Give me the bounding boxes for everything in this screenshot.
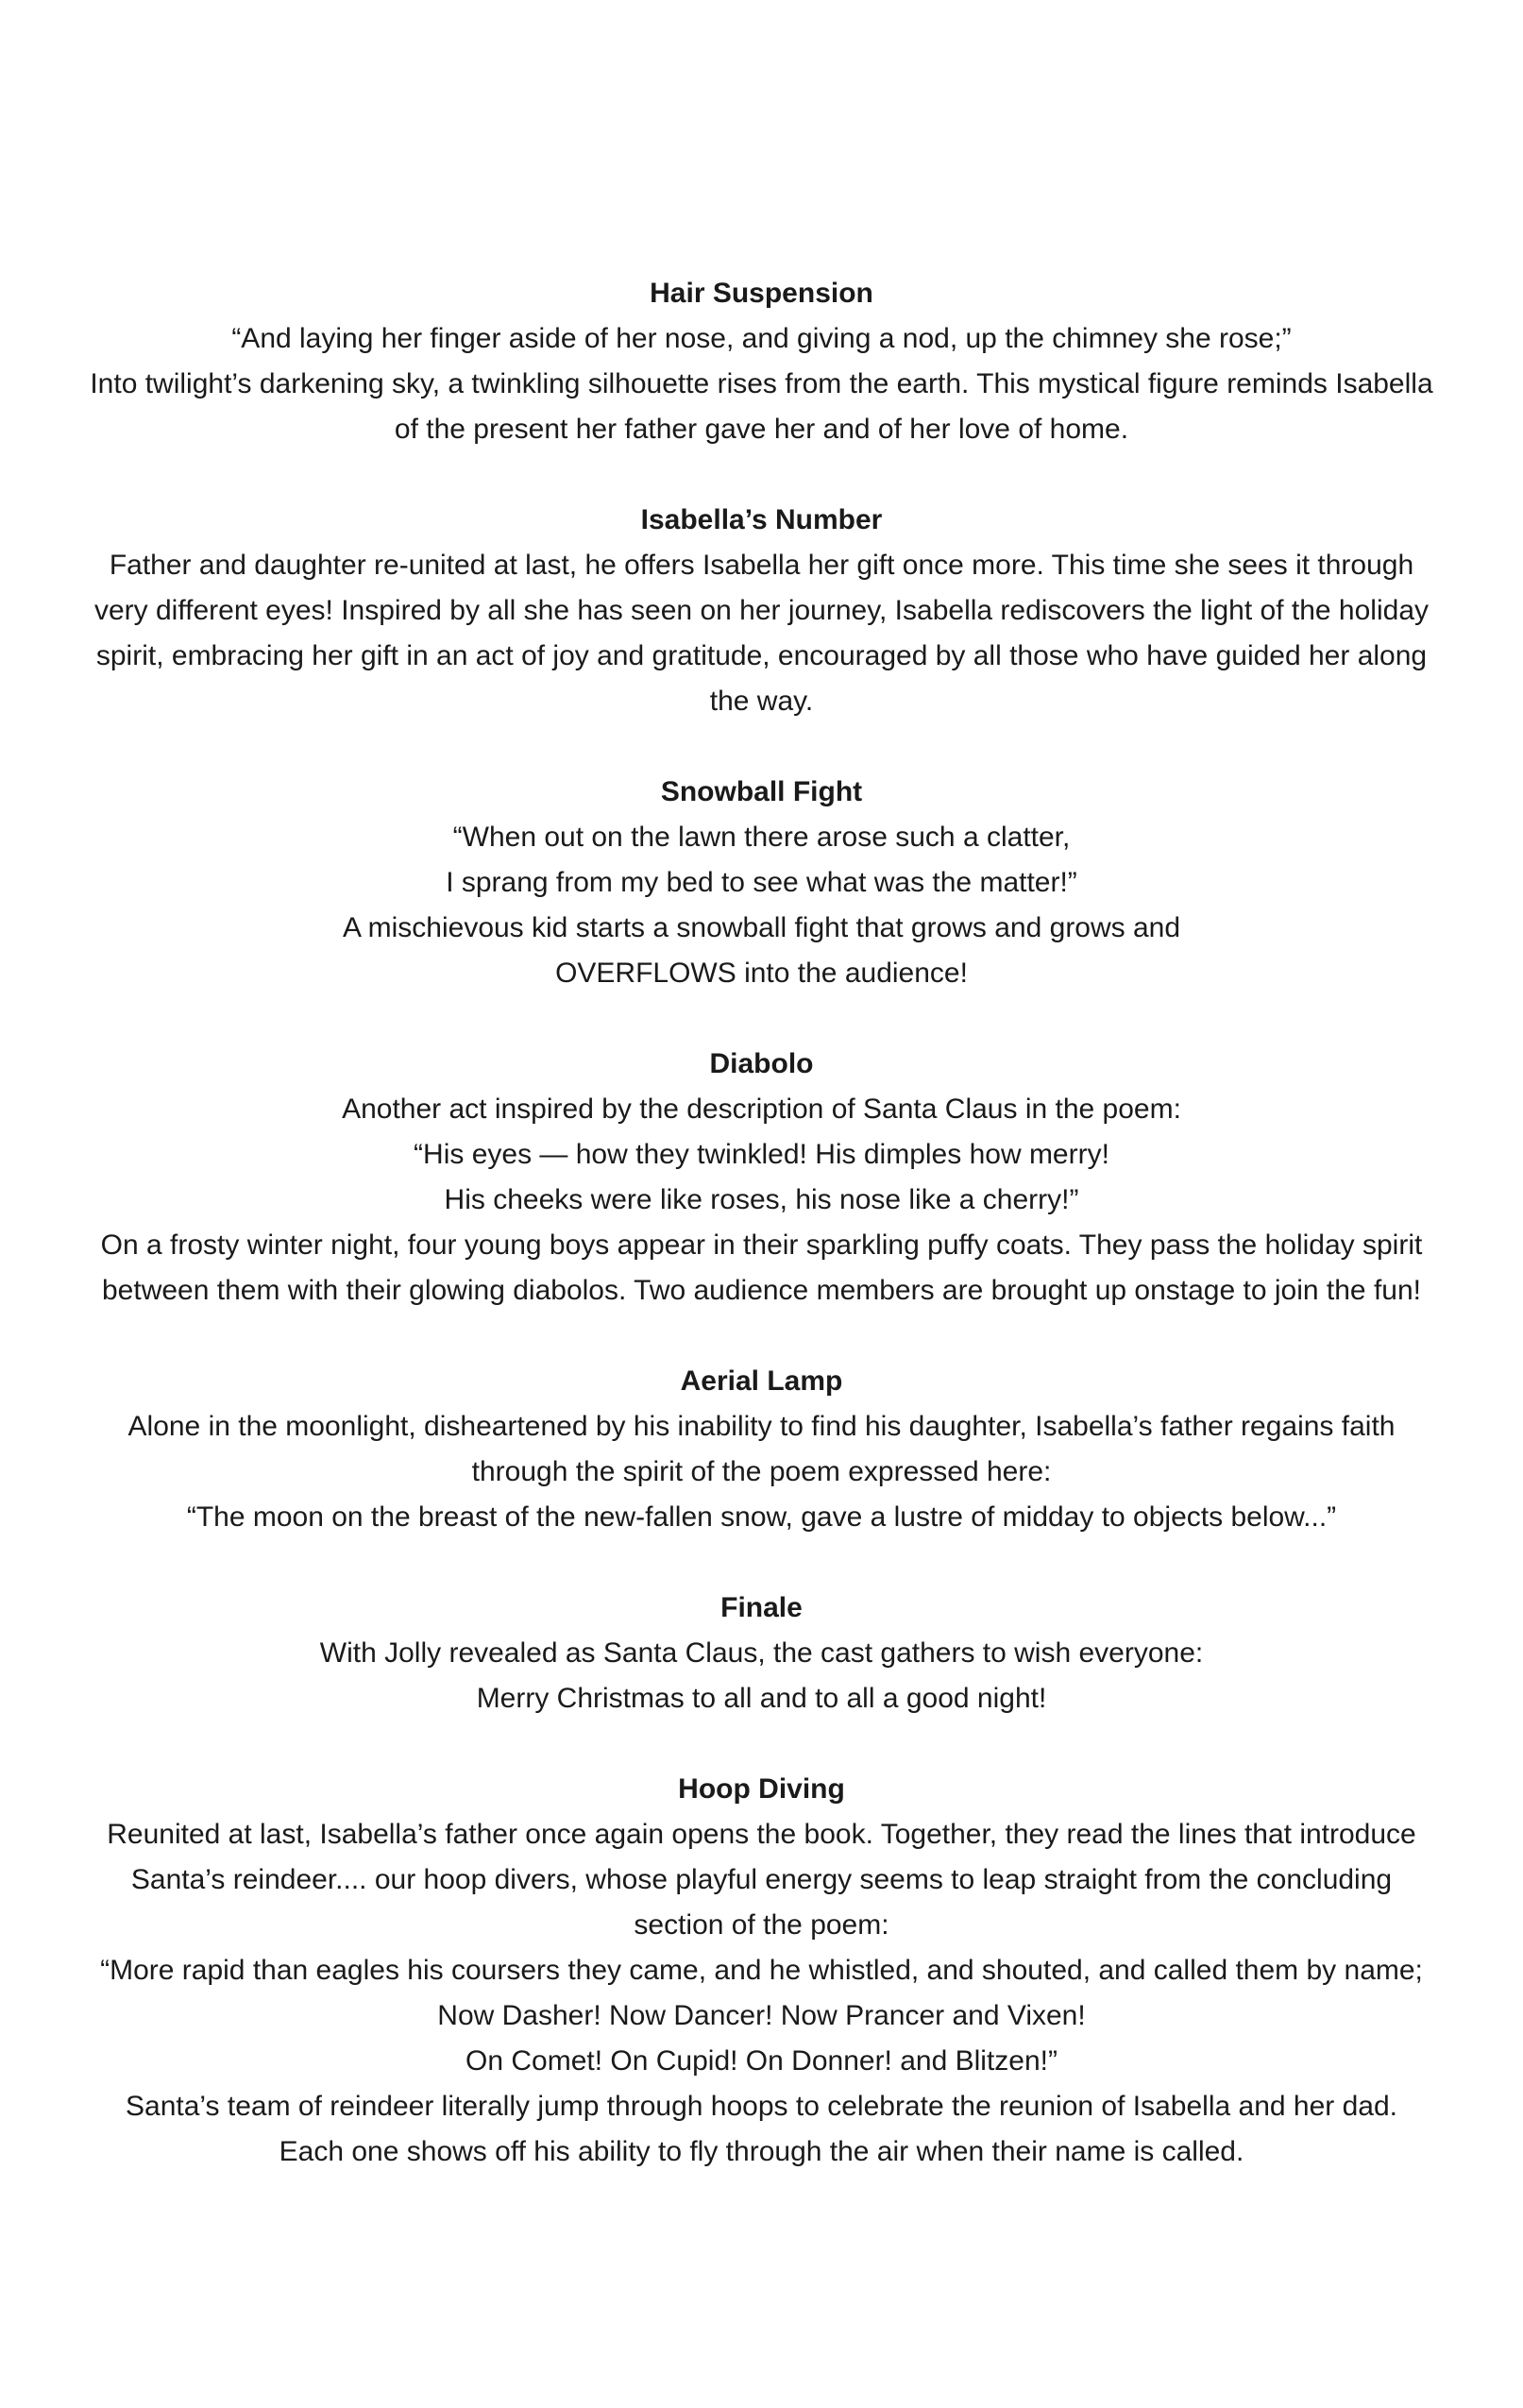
act-hoop-diving bbox=[90, 1767, 1433, 2175]
act-text: His cheeks were like roses, his nose like a cherry!” bbox=[444, 1184, 1079, 1215]
act-title: Snowball Fight bbox=[660, 776, 863, 807]
act-text: Father and daughter re-united at last, he offers Isabella her gift once more. This time she sees it through very different eyes! Inspired by all she has seen on her journey, Isabella rediscovers the light of the holiday spirit, embracing her gift in an act of joy and gratitude, encouraged by all those who have guided her along the way. bbox=[93, 550, 1430, 717]
act-snowball-fight bbox=[90, 770, 1433, 996]
act-title: Isabella’s Number bbox=[640, 504, 883, 535]
act-title: Hoop Diving bbox=[678, 1773, 845, 1805]
act-title: Finale bbox=[720, 1592, 803, 1623]
act-text: Into twilight’s darkening sky, a twinkling silhouette rises from the earth. This mystical figure reminds Isabella of the present her father gave her and of her love of home. bbox=[90, 368, 1433, 445]
act-text: “The moon on the breast of the new-fallen snow, gave a lustre of midday to objects below...” bbox=[186, 1501, 1337, 1533]
act-title: Diabolo bbox=[709, 1048, 814, 1079]
act-isabellas-number bbox=[90, 498, 1433, 724]
act-aerial-lamp bbox=[90, 1359, 1433, 1540]
act-text: “And laying her finger aside of her nose, and giving a nod, up the chimney she rose;” bbox=[231, 323, 1292, 354]
act-text: I sprang from my bed to see what was the matter!” bbox=[446, 867, 1077, 898]
act-text: Merry Christmas to all and to all a good night! bbox=[476, 1683, 1047, 1714]
program-page bbox=[90, 271, 1433, 2220]
act-text: Reunited at last, Isabella’s father once again opens the book. Together, they read the lines that introduce Santa’s reindeer.... our hoop divers, whose playful energy seems to leap straight from the concluding section of the poem: bbox=[107, 1819, 1416, 1941]
act-text: “More rapid than eagles his coursers they came, and he whistled, and shouted, and called them by name; Now Dasher! Now Dancer! Now Prancer and Vixen! bbox=[100, 1955, 1423, 2031]
act-text: With Jolly revealed as Santa Claus, the cast gathers to wish everyone: bbox=[319, 1637, 1204, 1669]
act-title: Hair Suspension bbox=[650, 278, 873, 309]
act-text: “When out on the lawn there arose such a clatter, bbox=[452, 822, 1071, 853]
act-finale bbox=[90, 1586, 1433, 1721]
act-text: “His eyes — how they twinkled! His dimples how merry! bbox=[414, 1139, 1109, 1170]
act-text: Alone in the moonlight, disheartened by his inability to find his daughter, Isabella’s father regains faith through the spirit of the poem expressed here: bbox=[127, 1411, 1396, 1487]
act-hair-suspension bbox=[90, 271, 1433, 452]
act-text: A mischievous kid starts a snowball fight that grows and grows and bbox=[342, 912, 1181, 943]
act-text: Santa’s team of reindeer literally jump through hoops to celebrate the reunion of Isabella and her dad. Each one shows off his ability to fly through the air when their name is called. bbox=[126, 2091, 1397, 2167]
act-text: OVERFLOWS into the audience! bbox=[555, 958, 968, 989]
act-title: Aerial Lamp bbox=[680, 1365, 843, 1397]
act-text: Another act inspired by the description of Santa Claus in the poem: bbox=[342, 1094, 1181, 1125]
act-text: On a frosty winter night, four young boys appear in their sparkling puffy coats. They pass the holiday spirit between them with their glowing diabolos. Two audience members are brought up onstage to join the fun! bbox=[100, 1229, 1423, 1306]
act-text: On Comet! On Cupid! On Donner! and Blitzen!” bbox=[465, 2045, 1058, 2077]
act-diabolo bbox=[90, 1042, 1433, 1314]
